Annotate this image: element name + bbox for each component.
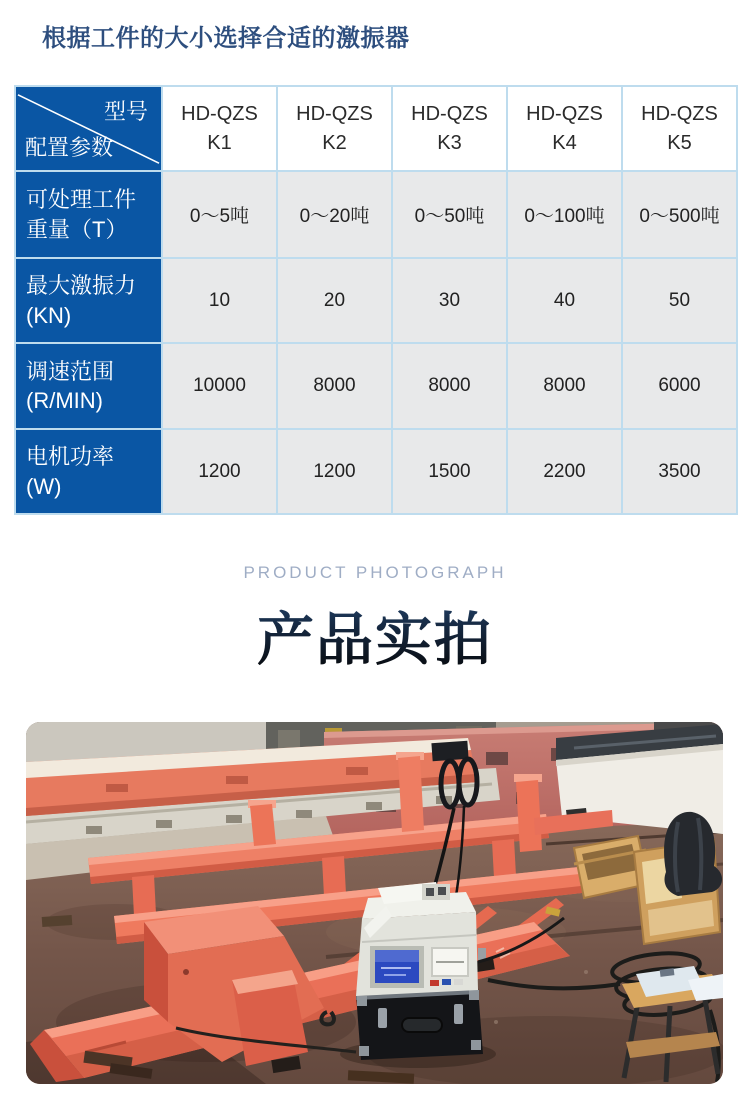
spec-value-cell: 10 xyxy=(162,258,277,343)
row-label-line: (R/MIN) xyxy=(26,388,103,413)
spec-value-cell: 30 xyxy=(392,258,507,343)
spec-value-cell: 8000 xyxy=(392,343,507,429)
model-variant: K1 xyxy=(207,131,232,154)
table-row-speed xyxy=(15,343,737,429)
model-name: HD-QZS xyxy=(296,102,373,125)
model-variant: K4 xyxy=(552,131,577,154)
spec-table xyxy=(14,85,738,515)
spec-value-cell: 1200 xyxy=(162,429,277,514)
row-label-line: 重量（T） xyxy=(26,216,128,242)
corner-label-params: 配置参数 xyxy=(25,135,114,160)
row-label-cell xyxy=(15,171,162,258)
row-label-line: 调速范围 xyxy=(26,358,115,384)
model-header-cell xyxy=(162,86,277,171)
spec-value-cell: 0～5吨 xyxy=(162,171,277,258)
spec-value-cell: 0～100吨 xyxy=(507,171,622,258)
spec-value-cell: 10000 xyxy=(162,343,277,429)
model-variant: K5 xyxy=(667,131,692,154)
row-label-line: 最大激振力 xyxy=(26,273,137,299)
spec-value-cell: 0～50吨 xyxy=(392,171,507,258)
spec-value-cell: 1500 xyxy=(392,429,507,514)
model-name: HD-QZS xyxy=(181,102,258,125)
model-variant: K3 xyxy=(437,131,462,154)
workshop-photo-illustration xyxy=(26,722,723,1084)
row-label-cell xyxy=(15,429,162,514)
row-label-cell xyxy=(15,343,162,429)
model-header-cell xyxy=(622,86,737,171)
corner-cell xyxy=(15,86,162,171)
row-label-line: (W) xyxy=(26,473,62,499)
table-row-power xyxy=(15,429,737,514)
row-label-line: (KN) xyxy=(26,302,72,328)
table-row-force xyxy=(15,258,737,343)
section-eyebrow: PRODUCT PHOTOGRAPH xyxy=(243,563,507,582)
model-header-cell xyxy=(392,86,507,171)
spec-value-cell: 0～500吨 xyxy=(622,171,737,258)
spec-value-cell: 0～20吨 xyxy=(277,171,392,258)
spec-value-cell: 8000 xyxy=(507,343,622,429)
spec-value-cell: 2200 xyxy=(507,429,622,514)
model-name: HD-QZS xyxy=(411,102,488,125)
model-header-cell xyxy=(507,86,622,171)
table-row-weight xyxy=(15,171,737,258)
section-heading: 产品实拍 xyxy=(0,594,750,676)
model-name: HD-QZS xyxy=(526,102,603,125)
row-label-line: 电机功率 xyxy=(26,444,115,470)
model-variant: K2 xyxy=(322,131,347,154)
product-photo xyxy=(26,722,723,1084)
row-label-cell xyxy=(15,258,162,343)
page-title: 根据工件的大小选择合适的激振器 xyxy=(42,25,410,52)
spec-value-cell: 50 xyxy=(622,258,737,343)
spec-value-cell: 1200 xyxy=(277,429,392,514)
spec-value-cell: 40 xyxy=(507,258,622,343)
model-header-cell xyxy=(277,86,392,171)
table-header-row xyxy=(15,86,737,171)
spec-value-cell: 8000 xyxy=(277,343,392,429)
corner-label-model: 型号 xyxy=(103,99,148,124)
row-label-line: 可处理工件 xyxy=(26,187,137,213)
spec-value-cell: 6000 xyxy=(622,343,737,429)
model-name: HD-QZS xyxy=(641,102,718,125)
spec-value-cell: 20 xyxy=(277,258,392,343)
spec-value-cell: 3500 xyxy=(622,429,737,514)
